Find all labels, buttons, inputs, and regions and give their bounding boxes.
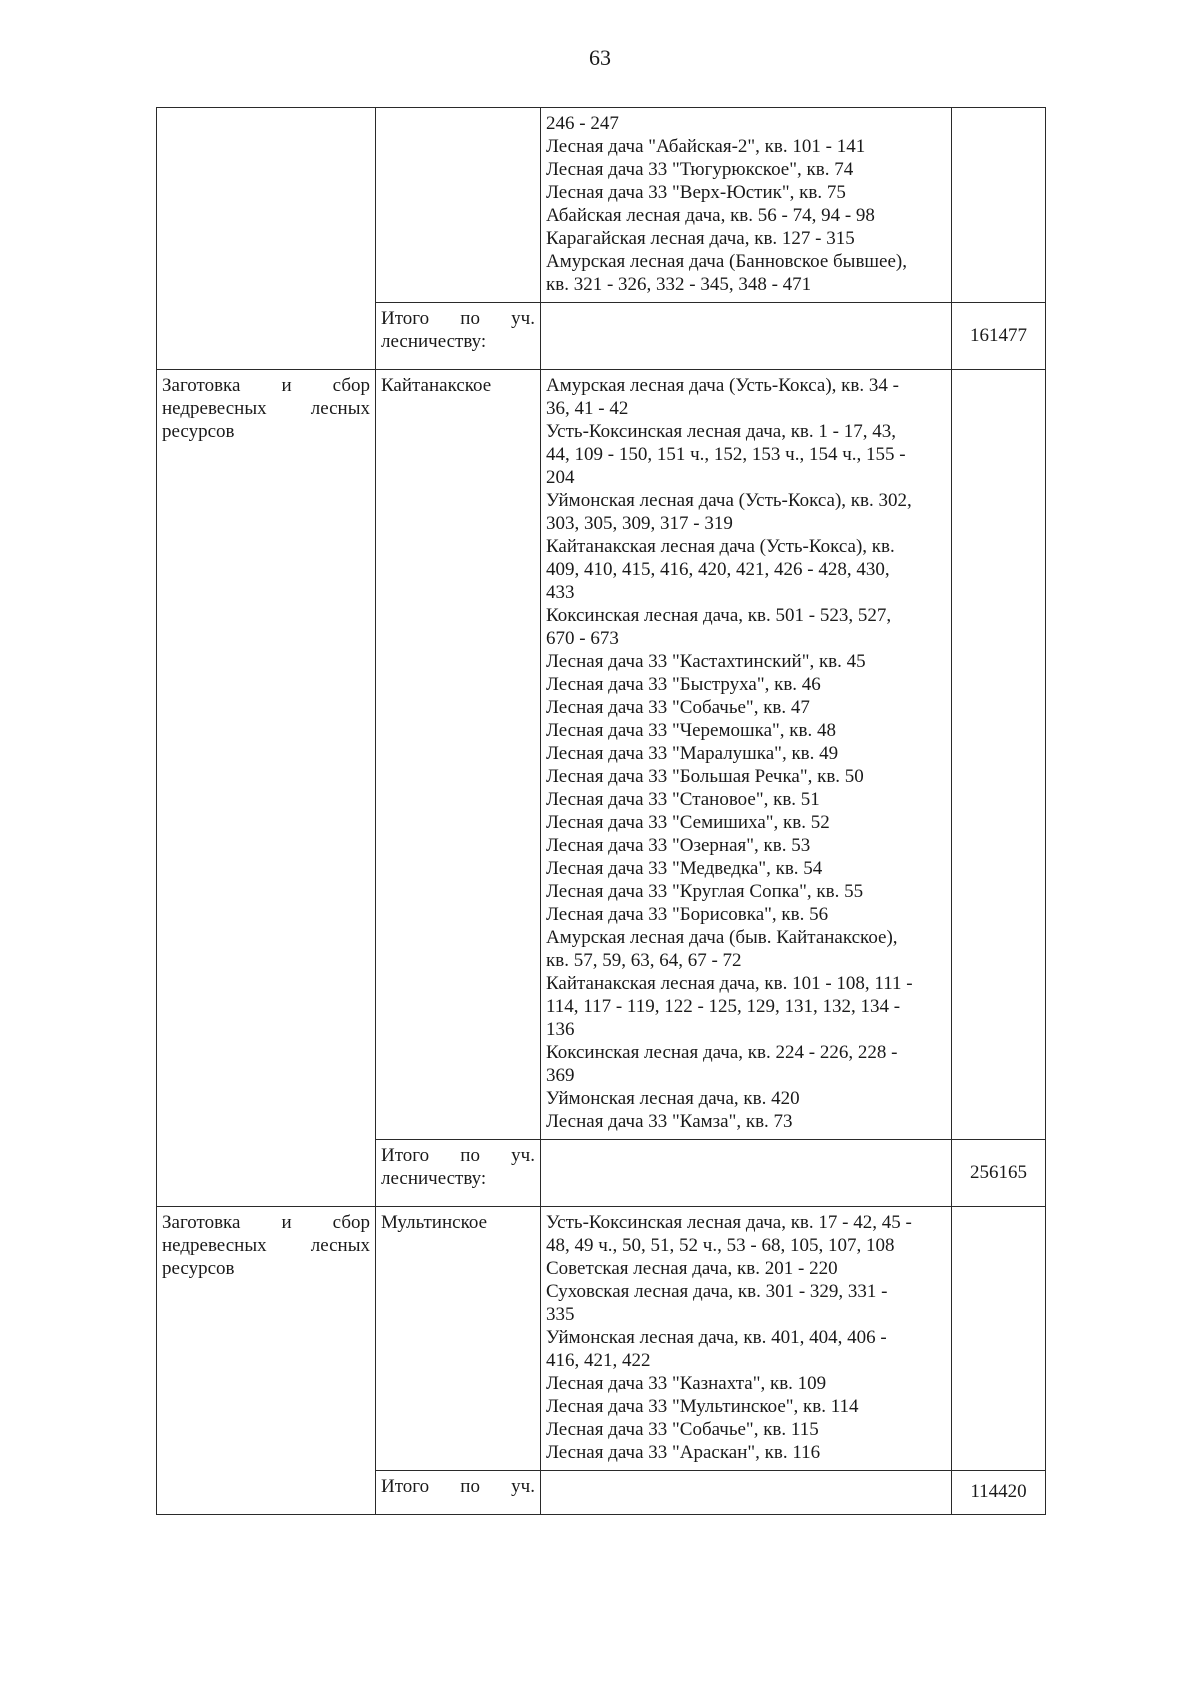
area-line: Амурская лесная дача (Банновское бывшее), <box>546 251 907 272</box>
activity-text: ресурсов <box>162 421 235 442</box>
area-line: Лесная дача 33 "Становое", кв. 51 <box>546 789 820 810</box>
area-line: 136 <box>546 1019 575 1040</box>
area-line: Лесная дача 33 "Озерная", кв. 53 <box>546 835 811 856</box>
area-line: 246 - 247 <box>546 113 619 134</box>
total-label-cell <box>376 1140 541 1207</box>
empty-cell <box>541 1140 952 1207</box>
area-line: Уймонская лесная дача (Усть-Кокса), кв. 302, <box>546 490 912 511</box>
area-line: 48, 49 ч., 50, 51, 52 ч., 53 - 68, 105, 107, 108 <box>546 1235 895 1256</box>
area-line: Карагайская лесная дача, кв. 127 - 315 <box>546 228 855 249</box>
area-line: Лесная дача 33 "Маралушка", кв. 49 <box>546 743 839 764</box>
area-line: 335 <box>546 1304 575 1325</box>
empty-cell <box>541 303 952 370</box>
forestry-cell <box>376 108 541 303</box>
area-line: Суховская лесная дача, кв. 301 - 329, 331 - <box>546 1281 888 1302</box>
area-line: Лесная дача 33 "Араскан", кв. 116 <box>546 1442 821 1463</box>
area-line: кв. 57, 59, 63, 64, 67 - 72 <box>546 950 742 971</box>
activity-cell <box>157 370 376 1207</box>
areas-cell <box>541 1207 952 1471</box>
area-line: Лесная дача 33 "Борисовка", кв. 56 <box>546 904 829 925</box>
activity-text: недревесных лесных <box>162 398 370 419</box>
activity-text: ресурсов <box>162 1258 235 1279</box>
area-line: 114, 117 - 119, 122 - 125, 129, 131, 132, 134 - <box>546 996 901 1017</box>
area-line: Лесная дача 33 "Собачье", кв. 115 <box>546 1419 819 1440</box>
forestry-name: Кайтанакское <box>376 370 541 1140</box>
total-value: 256165 <box>952 1140 1046 1207</box>
areas-cell <box>541 108 952 303</box>
area-line: Лесная дача 33 "Казнахта", кв. 109 <box>546 1373 827 1394</box>
areas-cell <box>541 370 952 1140</box>
area-line: кв. 321 - 326, 332 - 345, 348 - 471 <box>546 274 812 295</box>
area-line: 670 - 673 <box>546 628 619 649</box>
area-line: Советская лесная дача, кв. 201 - 220 <box>546 1258 838 1279</box>
volume-cell <box>952 370 1046 1140</box>
total-label: Итого по уч. <box>381 308 535 329</box>
area-line: Лесная дача 33 "Большая Речка", кв. 50 <box>546 766 864 787</box>
total-label: Итого по уч. <box>381 1145 535 1166</box>
forestry-name: Мультинское <box>376 1207 541 1471</box>
area-line: Уймонская лесная дача, кв. 420 <box>546 1088 800 1109</box>
forestry-table <box>156 107 1046 1515</box>
area-line: 369 <box>546 1065 575 1086</box>
area-line: Лесная дача 33 "Медведка", кв. 54 <box>546 858 823 879</box>
area-line: Амурская лесная дача (быв. Кайтанакское), <box>546 927 898 948</box>
area-line: Лесная дача 33 "Семишиха", кв. 52 <box>546 812 830 833</box>
area-line: 409, 410, 415, 416, 420, 421, 426 - 428, 430, <box>546 559 890 580</box>
area-line: Лесная дача 33 "Собачье", кв. 47 <box>546 697 810 718</box>
volume-cell <box>952 108 1046 303</box>
table-row <box>157 108 1046 303</box>
area-line: 204 <box>546 467 575 488</box>
area-line: Лесная дача 33 "Камза", кв. 73 <box>546 1111 793 1132</box>
total-label: Итого по уч. <box>381 1476 535 1497</box>
area-line: Усть-Коксинская лесная дача, кв. 1 - 17, 43, <box>546 421 896 442</box>
area-line: Лесная дача "Абайская-2", кв. 101 - 141 <box>546 136 866 157</box>
area-line: Лесная дача 33 "Мультинское", кв. 114 <box>546 1396 859 1417</box>
empty-cell <box>541 1471 952 1515</box>
area-line: Коксинская лесная дача, кв. 224 - 226, 228 - <box>546 1042 898 1063</box>
area-line: Кайтанакская лесная дача (Усть-Кокса), кв. <box>546 536 895 557</box>
area-line: Абайская лесная дача, кв. 56 - 74, 94 - 98 <box>546 205 875 226</box>
area-line: 44, 109 - 150, 151 ч., 152, 153 ч., 154 ч., 155 - <box>546 444 906 465</box>
area-line: Лесная дача 33 "Черемошка", кв. 48 <box>546 720 836 741</box>
area-line: 433 <box>546 582 575 603</box>
total-label-cell <box>376 303 541 370</box>
area-line: Амурская лесная дача (Усть-Кокса), кв. 34 - <box>546 375 899 396</box>
area-line: Усть-Коксинская лесная дача, кв. 17 - 42, 45 - <box>546 1212 912 1233</box>
total-label-cell <box>376 1471 541 1515</box>
area-line: Лесная дача 33 "Верх-Юстик", кв. 75 <box>546 182 846 203</box>
total-label: лесничеству: <box>381 331 487 352</box>
table-row <box>157 370 1046 1140</box>
activity-text: Заготовка и сбор <box>162 1212 370 1233</box>
area-line: 416, 421, 422 <box>546 1350 651 1371</box>
area-line: Уймонская лесная дача, кв. 401, 404, 406 - <box>546 1327 887 1348</box>
area-line: 303, 305, 309, 317 - 319 <box>546 513 733 534</box>
activity-cell <box>157 1207 376 1515</box>
volume-cell <box>952 1207 1046 1471</box>
activity-text: Заготовка и сбор <box>162 375 370 396</box>
area-line: Лесная дача 33 "Кастахтинский", кв. 45 <box>546 651 866 672</box>
area-line: Лесная дача 33 "Тюгурюкское", кв. 74 <box>546 159 854 180</box>
total-value: 114420 <box>952 1471 1046 1515</box>
table-row <box>157 1207 1046 1471</box>
total-value: 161477 <box>952 303 1046 370</box>
area-line: Кайтанакская лесная дача, кв. 101 - 108, 111 - <box>546 973 913 994</box>
total-label: лесничеству: <box>381 1168 487 1189</box>
area-line: Лесная дача 33 "Круглая Сопка", кв. 55 <box>546 881 864 902</box>
activity-cell <box>157 108 376 370</box>
area-line: Лесная дача 33 "Быструха", кв. 46 <box>546 674 821 695</box>
activity-text: недревесных лесных <box>162 1235 370 1256</box>
area-line: 36, 41 - 42 <box>546 398 629 419</box>
area-line: Коксинская лесная дача, кв. 501 - 523, 527, <box>546 605 892 626</box>
page-number: 63 <box>589 45 611 70</box>
